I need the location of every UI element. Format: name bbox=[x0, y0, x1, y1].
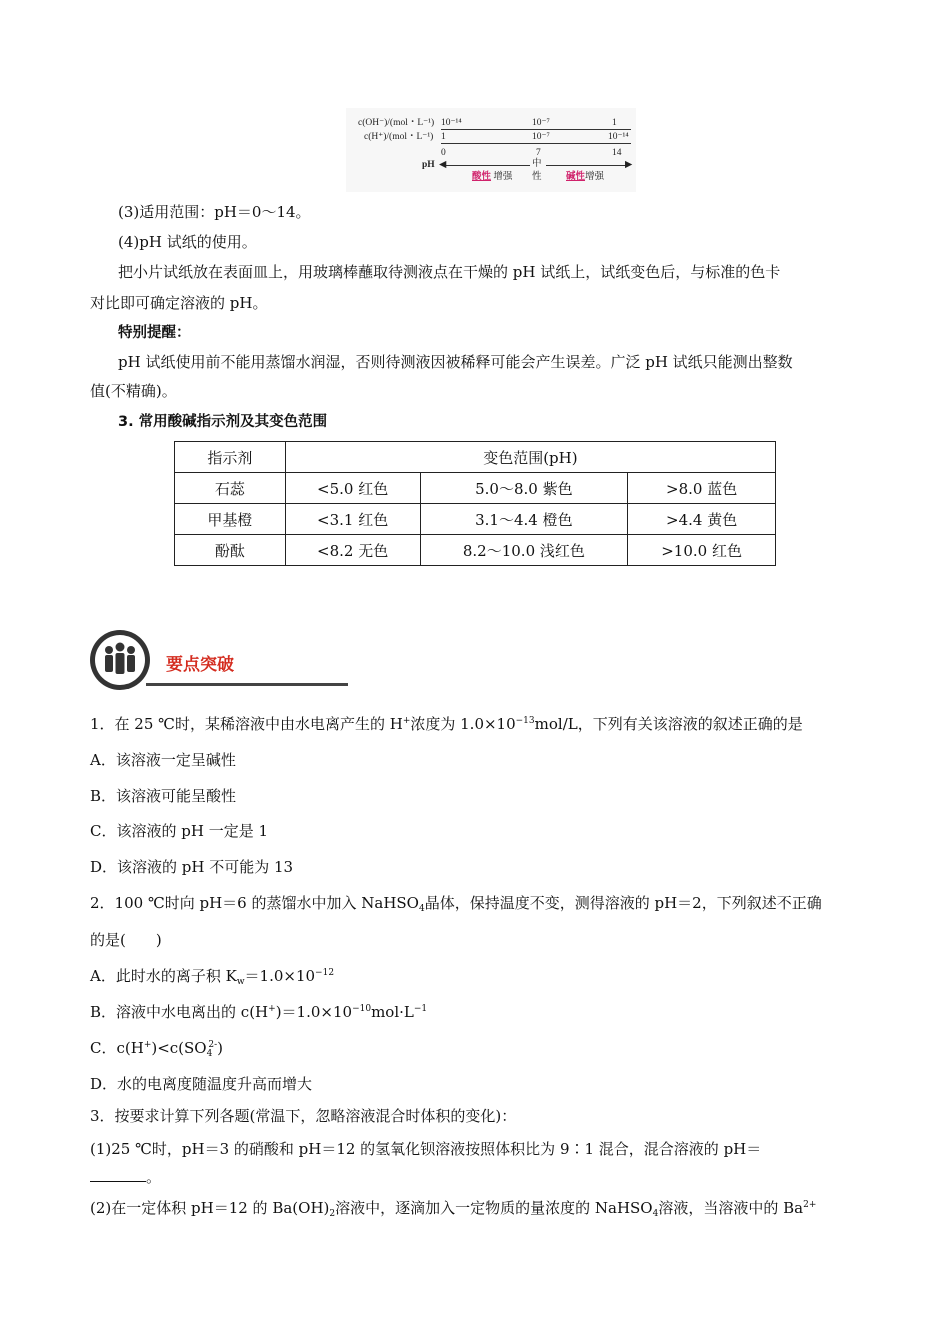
acid-arrow bbox=[444, 165, 530, 166]
q2-option-a: A．此时水的离子积 $K_w=1.0\times 10^{-12}$ bbox=[90, 967, 335, 987]
usage-heading: (4)pH 试纸的使用。 bbox=[118, 233, 257, 251]
acid-increase-label: 酸性 增强 bbox=[472, 172, 513, 182]
q3-part2: (2)在一定体积 pH＝12 的 $Ba(OH)_2$溶液中，逐滴加入一定物质的量浓度的 NaHSO$_4$溶液，当溶液中的 $Ba^{2+}$ bbox=[90, 1199, 817, 1219]
q2-stem-line2: 的是( ) bbox=[90, 931, 162, 949]
ph-left-tick: 0 bbox=[441, 148, 446, 158]
q2-option-c: C．$c(H^+)<c(SO_4^{2-})$ bbox=[90, 1039, 223, 1059]
range-line: (3)适用范围：pH＝0～14。 bbox=[118, 203, 311, 221]
range-mid: 8.2～10.0 浅红色 bbox=[420, 535, 628, 566]
tip-paragraph-line2: 值(不精确)。 bbox=[90, 382, 177, 400]
badge-underline bbox=[146, 683, 348, 686]
q1-option-d: D．该溶液的 pH 不可能为 13 bbox=[90, 858, 294, 876]
table-row bbox=[175, 473, 776, 504]
usage-paragraph-line2: 对比即可确定溶液的 pH。 bbox=[90, 294, 268, 312]
q2-option-b: B．溶液中水电离出的 $c(H^+)=1.0\times 10^{-10}mol\cdot L^{-1}$ bbox=[90, 1003, 428, 1021]
tip-title: 特别提醒： bbox=[118, 325, 191, 341]
oh-row-label: c(OH⁻)/(mol・L⁻¹) bbox=[358, 118, 435, 128]
range-high: >10.0 红色 bbox=[628, 535, 776, 566]
range-low: <3.1 红色 bbox=[285, 504, 420, 535]
range-low: <5.0 红色 bbox=[285, 473, 420, 504]
h-right-value: 10⁻¹⁴ bbox=[608, 132, 629, 142]
range-high: >8.0 蓝色 bbox=[628, 473, 776, 504]
ph-axis-label: pH bbox=[422, 160, 435, 170]
section-badge bbox=[90, 630, 260, 690]
indicator-name: 甲基橙 bbox=[175, 504, 286, 535]
indicator-table bbox=[174, 441, 776, 566]
range-mid: 3.1～4.4 橙色 bbox=[420, 504, 628, 535]
people-icon bbox=[90, 630, 150, 690]
base-arrow bbox=[546, 165, 628, 166]
tip-paragraph-line1: pH 试纸使用前不能用蒸馏水润湿，否则待测液因被稀释可能会产生误差。广泛 pH 试纸只能测出整数 bbox=[118, 353, 793, 371]
q2-stem: 2．100 ℃时向 pH＝6 的蒸馏水中加入 NaHSO$_4$晶体，保持温度不变，测得溶液的 pH＝2，下列叙述不正确 bbox=[90, 894, 822, 914]
header-range: 变色范围(pH) bbox=[285, 442, 775, 473]
q2-option-d: D．水的电离度随温度升高而增大 bbox=[90, 1075, 313, 1093]
badge-title: 要点突破 bbox=[166, 655, 234, 675]
range-low: <8.2 无色 bbox=[285, 535, 420, 566]
oh-mid-value: 10⁻⁷ bbox=[532, 118, 550, 128]
base-increase-label: 碱性增强 bbox=[566, 172, 605, 182]
ph-scale-figure bbox=[346, 108, 636, 192]
h-row-label: c(H⁺)/(mol・L⁻¹) bbox=[364, 132, 434, 142]
range-mid: 5.0～8.0 紫色 bbox=[420, 473, 628, 504]
table-row bbox=[175, 504, 776, 535]
table-header-row bbox=[175, 442, 776, 473]
neutral-char-1: 中 bbox=[532, 159, 542, 169]
usage-paragraph-line1: 把小片试纸放在表面皿上，用玻璃棒蘸取待测液点在干燥的 pH 试纸上，试纸变色后，与标准的色卡 bbox=[118, 263, 781, 281]
q3-stem: 3．按要求计算下列各题(常温下，忽略溶液混合时体积的变化)： bbox=[90, 1107, 517, 1125]
oh-right-value: 1 bbox=[612, 118, 617, 128]
q1-option-a: A．该溶液一定呈碱性 bbox=[90, 751, 236, 769]
h-mid-value: 10⁻⁷ bbox=[532, 132, 550, 142]
q3-part1-answer: 。 bbox=[90, 1167, 161, 1187]
table-row bbox=[175, 535, 776, 566]
oh-axis-line bbox=[441, 129, 631, 130]
ph-right-tick: 14 bbox=[612, 148, 622, 158]
indicator-name: 酚酞 bbox=[175, 535, 286, 566]
indicator-heading: 3. 常用酸碱指示剂及其变色范围 bbox=[118, 414, 328, 430]
h-axis-line bbox=[441, 143, 631, 144]
answer-blank[interactable] bbox=[90, 1167, 146, 1182]
ph-mid-tick: 7 bbox=[536, 148, 541, 158]
q1-option-b: B．该溶液可能呈酸性 bbox=[90, 787, 237, 805]
range-high: >4.4 黄色 bbox=[628, 504, 776, 535]
arrow-left-icon: ◀ bbox=[439, 160, 447, 170]
neutral-char-2: 性 bbox=[532, 172, 542, 182]
header-indicator: 指示剂 bbox=[175, 442, 286, 473]
h-left-value: 1 bbox=[441, 132, 446, 142]
q1-stem: 1．在 25 ℃时，某稀溶液中由水电离产生的 H+浓度为 $1.0\times 10^{-13}mol/L$，下列有关该溶液的叙述正确的是 bbox=[90, 715, 803, 733]
indicator-name: 石蕊 bbox=[175, 473, 286, 504]
arrow-right-icon: ▶ bbox=[625, 160, 633, 170]
oh-left-value: 10⁻¹⁴ bbox=[441, 118, 462, 128]
q1-option-c: C．该溶液的 pH 一定是 1 bbox=[90, 822, 269, 840]
q3-part1: (1)25 ℃时，pH＝3 的硝酸和 pH＝12 的氢氧化钡溶液按照体积比为 9∶1 混合，混合溶液的 pH＝ bbox=[90, 1140, 762, 1158]
